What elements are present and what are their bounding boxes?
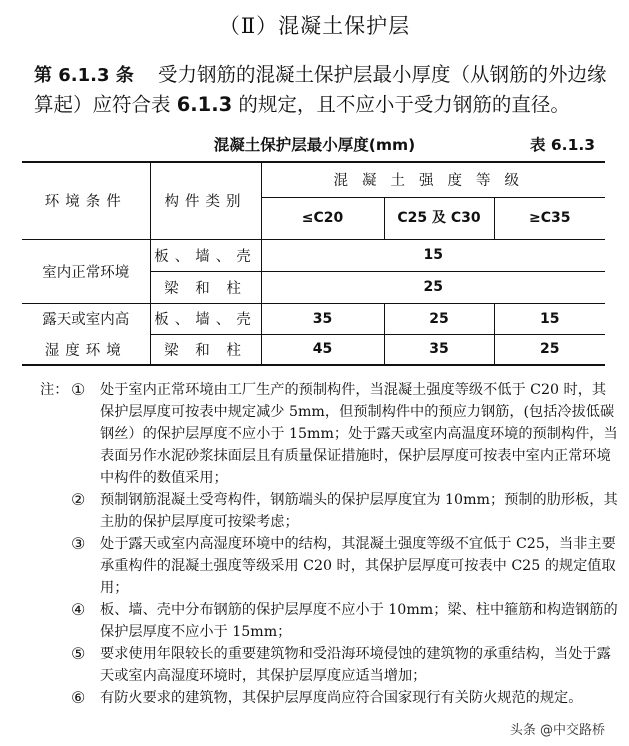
note-marker: ④ bbox=[71, 600, 86, 619]
value-cell: 15 bbox=[494, 303, 605, 334]
member-cell: 梁 和 柱 bbox=[150, 334, 261, 365]
env-outdoor-line1: 露天或室内高 bbox=[22, 303, 150, 334]
value-cell: 35 bbox=[384, 334, 494, 365]
header-grade-mid: C25 及 C30 bbox=[384, 197, 494, 239]
table-number: 表 6.1.3 bbox=[530, 136, 596, 154]
clause-paragraph bbox=[34, 60, 614, 119]
header-concrete-grade: 混凝土强度等级 bbox=[261, 162, 605, 197]
note-text: 有防火要求的建筑物，其保护层厚度尚应符合国家现行有关防火规范的规定。 bbox=[100, 690, 583, 706]
header-grade-low: ≤C20 bbox=[261, 197, 384, 239]
value-cell: 45 bbox=[261, 334, 384, 365]
note-marker: ② bbox=[71, 490, 86, 509]
section-title: （Ⅱ）混凝土保护层 bbox=[218, 14, 411, 38]
note-text: 板、墙、壳中分布钢筋的保护层厚度不应小于 10mm；梁、柱中箍筋和构造钢筋的保护层厚度不应小于 15mm； bbox=[100, 602, 618, 640]
value-cell: 25 bbox=[261, 271, 605, 303]
notes bbox=[40, 379, 620, 709]
note-item bbox=[40, 533, 620, 599]
header-member-type: 构件类别 bbox=[150, 162, 261, 239]
table-row bbox=[22, 239, 605, 271]
member-cell: 梁 和 柱 bbox=[150, 271, 261, 303]
env-indoor: 室内正常环境 bbox=[22, 239, 150, 303]
clause-table-ref: 6.1.3 bbox=[176, 93, 233, 116]
note-item bbox=[40, 599, 620, 643]
value-cell: 25 bbox=[384, 303, 494, 334]
clause-text-2: 的规定，且不应小于受力钢筋的直径。 bbox=[232, 93, 570, 116]
note-item bbox=[40, 489, 620, 533]
value-cell: 15 bbox=[261, 239, 605, 271]
notes-lead: 注： bbox=[40, 382, 69, 398]
cover-thickness-table bbox=[22, 161, 605, 366]
note-text: 处于露天或室内高湿度环境中的结构，其混凝土强度等级不宜低于 C25，当非主要承重构件的混凝土强度等级采用 C20 时，其保护层厚度可按表中 C25 的规定值取用； bbox=[100, 536, 616, 596]
clause-number: 第 6.1.3 条 bbox=[34, 65, 134, 86]
note-marker: ⑤ bbox=[71, 644, 86, 663]
note-text: 预制钢筋混凝土受弯构件，钢筋端头的保护层厚度宜为 10mm；预制的肋形板，其主肋的保护层厚度可按梁考虑； bbox=[100, 492, 618, 530]
member-cell: 板、墙、壳 bbox=[150, 239, 261, 271]
note-marker: ① bbox=[71, 380, 86, 399]
header-environment: 环境条件 bbox=[22, 162, 150, 239]
note-item bbox=[40, 687, 620, 709]
value-cell: 35 bbox=[261, 303, 384, 334]
member-cell: 板、墙、壳 bbox=[150, 303, 261, 334]
table-row bbox=[22, 303, 605, 334]
watermark: 头条 @中交路桥 bbox=[509, 723, 605, 738]
value-cell: 25 bbox=[494, 334, 605, 365]
note-text: 处于室内正常环境由工厂生产的预制构件，当混凝土强度等级不低于 C20 时，其保护层厚度可按表中规定减少 5mm，但预制构件中的预应力钢筋，(包括冷拔低碳钢丝）的保护层厚度不应小于 15mm；处于露天或室内高温度环境的预制构件，当表面另作水泥砂浆抹面层且有质量保证措施时，保护层厚度可按表中室内正常环境中构件的数值采用； bbox=[100, 382, 618, 486]
table-title: 混凝土保护层最小厚度(mm) bbox=[213, 136, 416, 154]
note-marker: ③ bbox=[71, 534, 86, 553]
note-text: 要求使用年限较长的重要建筑物和受沿海环境侵蚀的建筑物的承重结构，当处于露天或室内高湿度环境时，其保护层厚度应适当增加； bbox=[100, 646, 611, 684]
table-row bbox=[22, 334, 605, 365]
clause-text-1: 受力钢筋的混凝土保护层最小厚度（从钢筋的外边缘算起）应符合表 bbox=[34, 63, 607, 116]
note-marker: ⑥ bbox=[71, 688, 86, 707]
header-grade-high: ≥C35 bbox=[494, 197, 605, 239]
note-item bbox=[40, 379, 620, 489]
note-item bbox=[40, 643, 620, 687]
env-outdoor-line2: 湿度环境 bbox=[22, 334, 150, 365]
